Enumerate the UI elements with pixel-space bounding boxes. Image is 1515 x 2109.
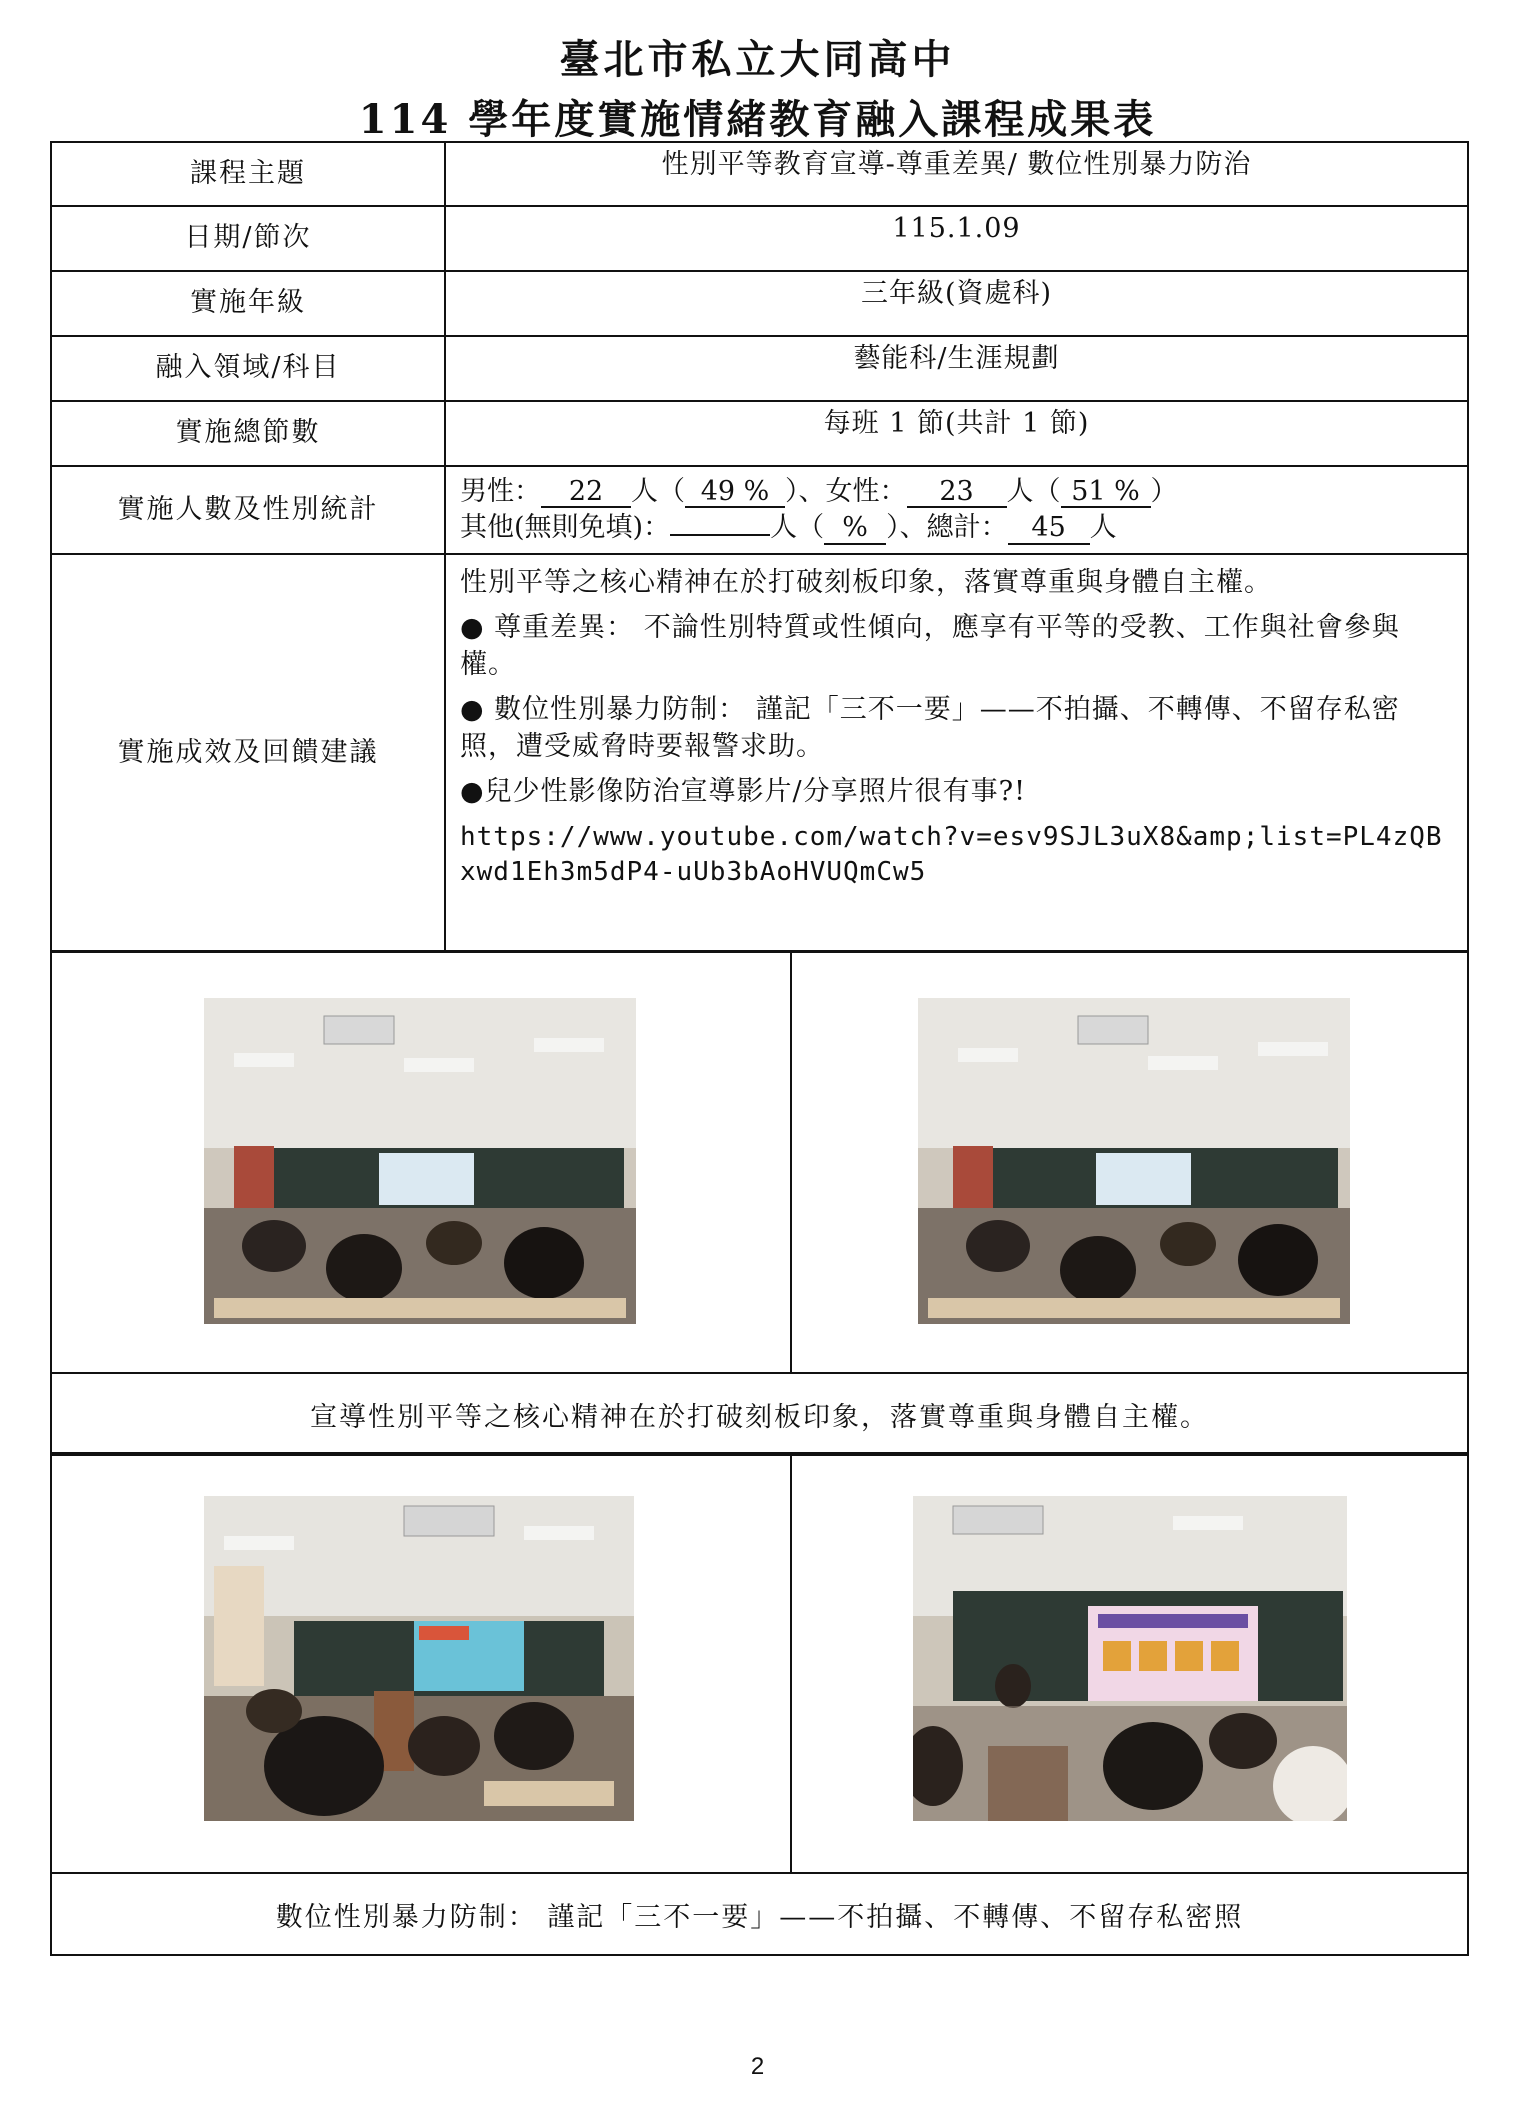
female-label: 、女性： [798,475,907,507]
classroom-photo-image [918,998,1350,1324]
classroom-photo-4 [913,1496,1347,1821]
other-count [670,534,770,536]
date-period-value: 115.1.09 [445,206,1468,271]
classroom-photo-image [913,1496,1347,1821]
page-number: 2 [750,2053,765,2080]
person-unit: 人 [631,475,658,507]
other-label: 其他(無則免填)： [460,512,671,543]
total-count: 45 [1008,513,1090,545]
report-title: 114 學年度實施情緒教育融入課程成果表 [358,96,1157,143]
stats-line-2 [460,510,1453,546]
female-count: 23 [907,477,1007,509]
table-row [51,466,1468,554]
school-name: 臺北市私立大同高中 [559,36,956,83]
close-paren: ） [785,475,799,507]
photo-caption-1: 宣導性別平等之核心精神在於打破刻板印象，落實尊重與身體自主權。 [51,1373,1468,1455]
close-paren: ） [886,512,900,543]
photo-cell [51,951,791,1373]
male-label: 男性： [460,475,541,507]
date-period-label: 日期/節次 [51,206,445,271]
total-periods-label: 實施總節數 [51,401,445,466]
photo-table-1 [50,950,1469,1456]
stats-value [445,466,1468,554]
course-topic-value: 性別平等教育宣導-尊重差異/ 數位性別暴力防治 [445,142,1468,206]
table-row [51,142,1468,206]
photo-table-2 [50,1452,1469,1956]
table-row [51,271,1468,336]
subject-label: 融入領域/科目 [51,336,445,401]
person-unit: 人 [770,512,798,543]
video-link[interactable]: https://www.youtube.com/watch?v=esv9SJL3uX8&amp;list=PL4zQBxwd1Eh3m5dP4-uUb3bAoHVUQmCw5 [460,821,1443,887]
person-unit: 人 [1089,512,1117,543]
stats-label: 實施人數及性別統計 [51,466,445,554]
male-percent: 49 % [685,477,785,509]
subject-value: 藝能科/生涯規劃 [445,336,1468,401]
classroom-photo-1 [204,998,636,1324]
classroom-photo-image [204,998,636,1324]
feedback-intro: 性別平等之核心精神在於打破刻板印象，落實尊重與身體自主權。 [460,567,1272,598]
course-info-table [50,141,1469,953]
close-paren: ） [1150,475,1178,507]
classroom-photo-2 [918,998,1350,1324]
feedback-label: 實施成效及回饋建議 [51,554,445,952]
classroom-photo-image [204,1496,634,1821]
feedback-value [445,554,1468,952]
classroom-photo-3 [204,1496,634,1821]
photo-caption-2: 數位性別暴力防制： 謹記「三不一要」——不拍攝、不轉傳、不留存私密照 [51,1873,1468,1955]
feedback-digital-violence: ● 數位性別暴力防制： 謹記「三不一要」——不拍攝、不轉傳、不留存私密照，遭受威脅時要報警求助。 [460,694,1400,762]
photo-cell [51,1453,791,1873]
feedback-video-title: ●兒少性影像防治宣導影片/分享照片很有事?! [460,776,1026,808]
table-row [51,401,1468,466]
open-paren: （ [797,512,825,543]
person-unit: 人 [1006,475,1034,507]
grade-value: 三年級(資處科) [445,271,1468,336]
female-percent: 51 % [1061,477,1151,509]
male-count: 22 [541,477,631,509]
total-periods-value: 每班 1 節(共計 1 節) [445,401,1468,466]
open-paren: （ [658,475,685,507]
table-row [51,206,1468,271]
open-paren: （ [1033,475,1061,507]
grade-label: 實施年級 [51,271,445,336]
total-label: 、總計： [899,512,1008,543]
stats-line-1 [460,474,1453,510]
table-row [51,554,1468,952]
course-topic-label: 課程主題 [51,142,445,206]
other-percent: % [824,513,886,545]
photo-cell [791,951,1468,1373]
photo-cell [791,1453,1468,1873]
feedback-respect-difference: ● 尊重差異： 不論性別特質或性傾向，應享有平等的受教、工作與社會參與權。 [460,612,1400,680]
table-row [51,336,1468,401]
